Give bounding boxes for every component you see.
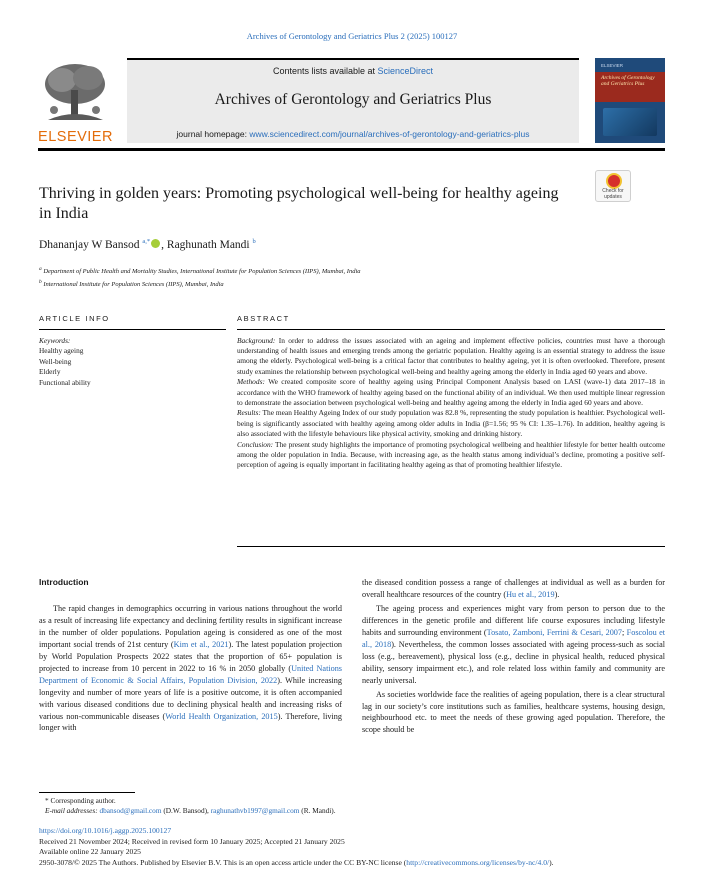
journal-cover[interactable] <box>595 58 665 143</box>
email-owner: (D.W. Bansod), <box>161 806 211 815</box>
paragraph-text: The ageing process and experiences might vary from person to person due to the differences in the genetic profile and different life course exposures including lifestyle habits and surrounding environment ( <box>362 603 665 637</box>
license-end: ). <box>549 857 554 867</box>
keywords-label: Keywords: <box>39 336 71 345</box>
corresponding-text: Corresponding author. <box>50 796 116 805</box>
cover-title: Archives of Gerontology and Geriatrics Plus <box>601 75 655 88</box>
paragraph-text: ; <box>622 627 627 637</box>
author-affiliation-mark[interactable]: b <box>252 238 256 245</box>
affiliation-mark: b <box>39 279 42 286</box>
header-rule <box>38 148 665 151</box>
article-title: Thriving in golden years: Promoting psychological well-being for healthy ageing in India <box>39 185 559 222</box>
citation-link[interactable]: Foscolou et al., 2018 <box>362 627 666 649</box>
contents-prefix: Contents lists available at <box>272 66 378 76</box>
email-link[interactable]: raghunathvb1997@gmail.com <box>210 806 300 815</box>
section-label: Conclusion: <box>237 439 274 449</box>
affiliations <box>39 264 361 290</box>
check-updates-icon <box>606 173 622 189</box>
email-owner: (R. Mandi). <box>299 806 336 815</box>
keyword-item: Functional ability <box>39 377 91 387</box>
journal-header <box>127 58 579 143</box>
received-dates: Received 21 November 2024; Received in revised form 10 January 2025; Accepted 21 January 2025 <box>39 836 345 846</box>
journal-title: Archives of Gerontology and Geriatrics Plus <box>214 91 492 108</box>
abstract-conclusion <box>237 440 665 471</box>
abstract-body <box>237 336 665 471</box>
author-affiliation-mark[interactable]: a,* <box>142 238 151 245</box>
paragraph-text: The rapid changes in demographics occurring in various nations throughout the world as a result of increasing life expectancy and declining fertility results in significant increase in the number of older populations. Population ageing is considered as one of the most important social trends of 21st century ( <box>39 603 342 649</box>
corresponding-note: * Corresponding author. <box>45 796 116 805</box>
body-paragraph <box>39 603 342 734</box>
email-label: E-mail addresses: <box>45 806 98 815</box>
citation-link[interactable]: World Health Organization, 2015 <box>165 711 278 721</box>
orcid-icon[interactable] <box>151 239 160 248</box>
abstract-methods <box>237 377 665 408</box>
section-text: The present study highlights the importance of promoting psychological wellbeing and healthier lifestyle for better health outcome among the older population in India. Because, with increasing age, as the health status among individual’s decline, promoting a positive self-perception of ageing is equally important in facilitating healthy ageing as that of promoting healthier lifestyle. <box>237 439 665 469</box>
abstract-results <box>237 408 665 439</box>
affiliation-item <box>39 277 361 290</box>
paragraph-text: ). The latest population projection by World Population Prospects 2022 states that the proportion of 65+ population is projected to increase from 10 percent in 2022 to 16 % in 2050 globally ( <box>39 639 343 673</box>
citation-link[interactable]: Kim et al., 2021 <box>173 639 229 649</box>
author-name[interactable]: Raghunath Mandi <box>166 238 250 251</box>
license-link[interactable]: http://creativecommons.org/licenses/by-nc/4.0/ <box>406 857 550 867</box>
paragraph-text: ). While increasing longevity and number of more years of life is a positive outcome, it is often accompanied with various diseased conditions due to declining physical health and increasing risks of various non-communicable diseases ( <box>39 675 342 721</box>
contents-line <box>127 66 579 76</box>
license-text: 2950-3078/© 2025 The Authors. Published by Elsevier B.V. This is an open access article under the CC BY-NC license ( <box>39 857 407 867</box>
abstract-heading: ABSTRACT <box>237 314 290 323</box>
article-info-rule <box>39 329 226 330</box>
affiliation-item <box>39 264 361 277</box>
publication-info <box>39 826 665 868</box>
footnotes <box>45 796 336 816</box>
online-date: Available online 22 January 2025 <box>39 847 141 857</box>
section-text: The mean Healthy Ageing Index of our study population was 82.8 %, representing the study population is healthier. Psychological well-being is significantly associated with healthy ageing among older adults in India (β=1.56; 95 % CI: 1.35–1.76). In addition, healthy ageing is also associated with the lifestyle behaviours like physical activity, smoking and drinking history. <box>237 408 665 438</box>
body-column-right <box>362 577 665 738</box>
cover-image <box>603 108 657 136</box>
body-paragraph <box>362 577 665 601</box>
sciencedirect-link[interactable]: ScienceDirect <box>377 66 434 76</box>
abstract-end-rule <box>237 546 665 547</box>
keywords-block <box>39 336 91 388</box>
keyword-item: Healthy ageing <box>39 346 84 356</box>
article-info-heading: ARTICLE INFO <box>39 314 110 323</box>
elsevier-tree-icon <box>38 60 113 124</box>
section-heading-introduction: Introduction <box>39 577 89 587</box>
citation-link[interactable]: Tosato, Zamboni, Ferrini & Cesari, 2007 <box>486 627 622 637</box>
abstract-rule <box>237 329 665 330</box>
affiliation-text: International Institute for Population Sciences (IIPS), Mumbai, India <box>43 281 224 289</box>
footnote-rule <box>39 792 135 793</box>
doi-link[interactable]: https://doi.org/10.1016/j.aggp.2025.100127 <box>39 826 172 835</box>
homepage-link[interactable]: www.sciencedirect.com/journal/archives-of-gerontology-and-geriatrics-plus <box>249 129 530 139</box>
check-for-updates-button[interactable] <box>595 170 631 202</box>
section-label: Background: <box>237 336 276 345</box>
homepage-prefix: journal homepage: <box>176 129 250 139</box>
citation-link[interactable]: United Nations Department of Economic & Social Affairs, Population Division, 2022 <box>39 663 342 685</box>
paragraph-text: the diseased condition possess a range of challenges at individual as well as a burden for overall healthcare resources of the country ( <box>362 578 665 599</box>
homepage-line <box>127 129 579 139</box>
affiliation-mark: a <box>39 266 42 272</box>
check-updates-label: Check for updates <box>602 188 624 200</box>
author-list: Dhananjay W Bansod $^{a,*}$ , Raghunath Mandi $^b$ <box>39 238 256 251</box>
section-label: Results: <box>237 408 261 418</box>
paragraph-text: ). Nevertheless, the common losses associated with ageing process-such as social loss (e.g., bereavement), physical loss (e.g., decline in physical health, reduced physical ability, sensory impairment etc.), and role related loss within family and community are nearly universal. <box>362 639 665 685</box>
section-text: We created composite score of healthy ageing using Principal Component Analysis based on LASI (wave-1) data 2017–18 in accordance with the WHO framework of healthy ageing based on the functional ability of an individual. We then used multiple linear regression to demonstrate the association between psychological well-being and healthy ageing among the elderly in India aged 60 years and above. <box>237 377 665 407</box>
section-label: Methods: <box>237 377 265 387</box>
keyword-item: Elderly <box>39 367 61 377</box>
keyword-item: Well-being <box>39 356 72 366</box>
abstract-background <box>237 336 665 377</box>
body-paragraph <box>362 603 665 687</box>
license-line <box>39 858 665 869</box>
cover-publisher: ELSEVIER <box>601 63 624 68</box>
elsevier-logo[interactable] <box>38 60 113 144</box>
email-link[interactable]: dbansod@gmail.com <box>99 806 162 815</box>
citation-link[interactable]: Hu et al., 2019 <box>506 589 555 599</box>
email-note <box>45 806 336 816</box>
body-paragraph: As societies worldwide face the realities of ageing population, there is a clear structural lag in our society’s core institutions such as families, healthcare systems, housing design, neighbourhood etc. to meet the needs of these growing aged population. Therefore, the scope should be <box>362 689 665 735</box>
author-name[interactable]: Dhananjay W Bansod <box>39 238 140 251</box>
section-text: In order to address the issues associated with an ageing and implement effective policies, countries must have a thorough understanding of health issues and emerging trends among the geriatric population. Healthy ageing is an essential strategy to address the issue among the elderly. Psychological well-being is a critical factor that contributes to healthy ageing, yet it is often overlooked. Therefore, present study examines the relationship between psychological well-being and healthy ageing among the elderly in India aged 60 years and above. <box>237 336 665 376</box>
running-head[interactable]: Archives of Gerontology and Geriatrics Plus 2 (2025) 100127 <box>246 31 458 41</box>
paragraph-text: ). Therefore, living longer with <box>39 711 342 733</box>
affiliation-text: Department of Public Health and Mortality Studies, International Institute for Population Sciences (IIPS), Mumbai, India <box>43 268 361 276</box>
body-column-left <box>39 577 342 734</box>
paragraph-text: ). <box>554 589 560 599</box>
publisher-name: ELSEVIER <box>38 129 113 145</box>
